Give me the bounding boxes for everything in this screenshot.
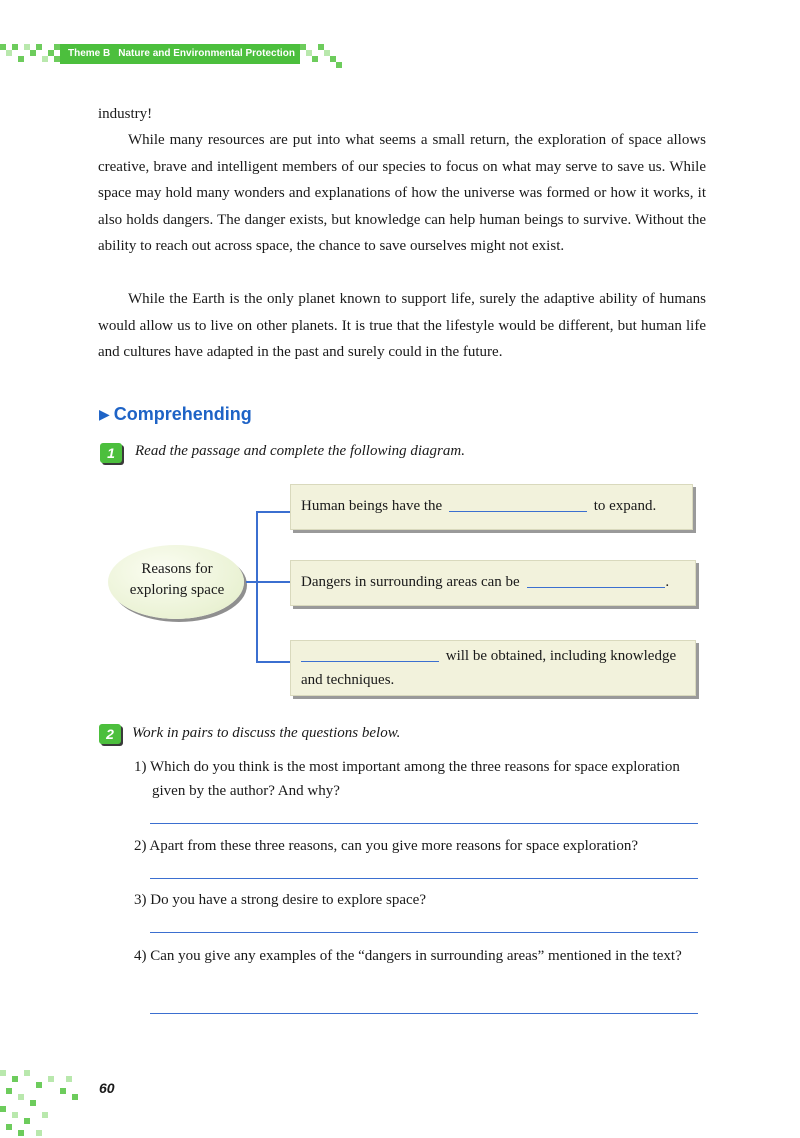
diagram-box-1-before: Human beings have the	[301, 498, 443, 514]
exercise-1-badge: 1	[100, 443, 122, 463]
diagram-connector-1	[256, 511, 290, 513]
question-1: 1) Which do you think is the most important among the three reasons for space exploration given by the author? And why?	[134, 759, 680, 799]
diagram-box-2-after: .	[665, 574, 670, 590]
exercise-2-instruction: Work in pairs to discuss the questions below.	[132, 725, 401, 741]
header-section: Nature and Environmental Protection	[118, 48, 295, 59]
diagram-box-2-before: Dangers in surrounding areas can be	[301, 574, 520, 590]
diagram-box-3-line-2: and techniques.	[301, 672, 395, 688]
diagram-box-2-text	[301, 570, 669, 594]
page-number: 60	[99, 1080, 115, 1096]
diagram-center-label	[108, 559, 246, 601]
answer-line-4[interactable]	[150, 1013, 698, 1014]
passage-line-continuation: industry!	[98, 106, 153, 122]
question-3: 3) Do you have a strong desire to explore space?	[134, 892, 426, 908]
diagram-connector-2	[246, 581, 290, 583]
diagram-box-3-after: will be obtained, including knowledge	[445, 648, 677, 664]
section-title	[99, 404, 252, 425]
diagram-connector-3	[256, 661, 290, 663]
header-theme: Theme B	[68, 48, 111, 59]
answer-line-1[interactable]	[150, 823, 698, 824]
header-title	[68, 48, 295, 59]
diagram-box-1-text	[301, 494, 656, 518]
diagram-center-line-2: exploring space	[129, 582, 225, 598]
blank-line	[449, 497, 587, 512]
exercise-2-badge: 2	[99, 724, 121, 744]
exercise-1-instruction: Read the passage and complete the following diagram.	[135, 443, 465, 459]
question-4: 4) Can you give any examples of the “dangers in surrounding areas” mentioned in the text?	[134, 948, 682, 964]
passage-paragraph-2-text: While the Earth is the only planet known to support life, surely the adaptive ability of humans would allow us to live on other planets. It is true that the lifestyle would be different, but human life and cultures have adapted in the past and surely could in the future.	[98, 291, 706, 360]
passage-paragraph-2	[98, 286, 706, 366]
answer-line-3[interactable]	[150, 932, 698, 933]
question-2: 2) Apart from these three reasons, can you give more reasons for space exploration?	[134, 838, 638, 854]
passage-paragraph-1-text: While many resources are put into what seems a small return, the exploration of space allows creative, brave and intelligent members of our species to focus on what may serve to save us. While space may hold many wonders and explanations of how the universe was formed or how it works, it also holds dangers. The danger exists, but knowledge can help human beings to survive. Without the ability to reach out across space, the chance to save ourselves might not exist.	[98, 132, 706, 254]
blank-line	[527, 573, 665, 588]
passage-paragraph-1	[98, 127, 706, 260]
blank-line	[301, 647, 439, 662]
diagram-center-line-1: Reasons for	[141, 561, 213, 577]
answer-line-2[interactable]	[150, 878, 698, 879]
diagram-box-3-text	[301, 644, 676, 692]
triangle-icon: ▶	[99, 406, 110, 422]
diagram-box-1-after: to expand.	[593, 498, 657, 514]
section-title-text: Comprehending	[113, 404, 252, 424]
diagram-connector-vertical	[256, 511, 258, 663]
